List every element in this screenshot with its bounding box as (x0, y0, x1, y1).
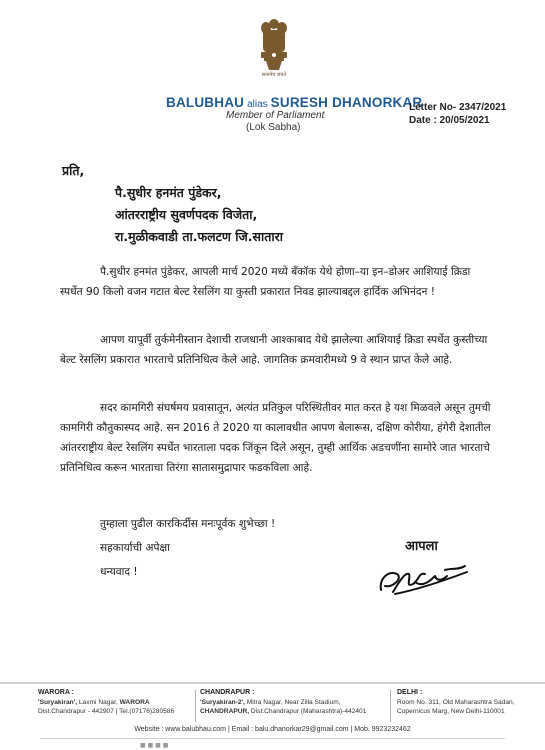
footer-divider (0, 682, 545, 684)
footer-delhi-line2: Copernicus Marg, New Delhi-110001 (397, 708, 505, 715)
body-paragraph-3: सदर कामगिरी संघर्षमय प्रवासातून, अत्यंत प्रतिकुल परिस्थितीवर मात करत हे यश मिळवले असून तुमची कामगिरी कौतुकास्पद आहे. सन 2016 ते 2020 या कालावधीत आपण बेलारूस, दक्षिण कोरीया, हंगेरी देशातील आंतरराष्ट्रीय बेल्ट रेसलिंग स्पर्धेत भारताला पदक जिंकून दिले असून, तुम्ही आर्थिक अडचणींना सामोरे जात भारताचे प्रतिनिधित्व करून भारताचा तिरंगा सातासमुद्रापार फडकविला आहे. (60, 402, 491, 474)
closing-aapla: आपला (405, 539, 438, 554)
footer-bottom-divider (40, 738, 505, 739)
footer-delhi-title: DELHI : (397, 689, 423, 696)
footer-delhi-line1: Room No. 311, Old Maharashtra Sadan, (397, 698, 515, 706)
mp-name (166, 92, 422, 111)
footer-delhi (397, 688, 515, 717)
footer-chandrapur-line2: CHANDRAPUR, Dist.Chandrapur (Maharashtra)-442401 (200, 708, 367, 715)
footer-chandrapur-line1: 'Suryakiran-2', Mitra Nagar, Near Zilla Stadium, (200, 698, 341, 706)
recipient-address: रा.मुळीकवाडी ता.फलटण जि.सातारा (115, 229, 283, 244)
name-second: SURESH DHANORKAR (270, 95, 423, 110)
handwritten-signature (375, 552, 475, 600)
footer-separator (195, 690, 196, 722)
instagram-icon: ■ (155, 742, 163, 749)
footer-warora (38, 688, 174, 717)
social-icons (140, 742, 168, 749)
cooperation-line: सहकार्याची अपेक्षा (100, 542, 170, 554)
house-label: (Lok Sabha) (246, 122, 301, 133)
youtube-icon: ■ (162, 742, 169, 749)
twitter-icon: ■ (147, 742, 156, 749)
letter-reference (409, 101, 506, 127)
emblem-motto: सत्यमेव जयते (261, 72, 287, 78)
recipient-name: पै.सुधीर हनमंत पुंडेकर, (115, 185, 222, 200)
name-first: BALUBHAU (166, 95, 245, 110)
letter-number: Letter No- 2347/2021 (409, 102, 507, 113)
footer-warora-line2: Dist.Chandrapur - 442907 | Tel.(07176)280586 (38, 708, 175, 715)
body-paragraph-1: पै.सुधीर हनमंत पुंडेकर, आपली मार्च 2020 मध्ये बॅंकॉक येथे होणा–या इन–डोअर आशियाई क्रिडा स्पर्धेत 90 किलो वजन गटात बेल्ट रेसलिंग या कुस्ती प्रकारात निवड झाल्याबद्दल हार्दिक अभिनंदन ! (60, 266, 471, 298)
alias-word: alias (247, 99, 268, 110)
footer-warora-title: WARORA : (38, 689, 74, 696)
body-paragraph-2: आपण यापूर्वी तुर्कमेनीस्तान देशाची राजधानी आश्काबाद येथे झालेल्या आशियाई क्रिडा स्पर्धेत कुस्तीच्या बेल्ट रेसलिंग प्रकारात भारताचे प्रतिनिधित्व केले आहे. जागतिक क्रमवारीमध्ये 9 वे स्थान प्राप्त केले आहे. (60, 334, 488, 366)
thanks-line: धन्यवाद ! (100, 566, 138, 578)
facebook-icon: ■ (140, 742, 148, 749)
letter-date: Date : 20/05/2021 (409, 115, 490, 126)
salutation-prati: प्रति, (62, 163, 85, 178)
footer-chandrapur-title: CHANDRAPUR : (200, 689, 255, 696)
recipient-title: आंतरराष्ट्रीय सुवर्णपदक विजेता, (115, 207, 258, 222)
footer-separator (390, 690, 391, 722)
footer-contact: Website : www.balubhau.com | Email : balu.dhanorkar29@gmail.com | Mob. 9923232462 (134, 726, 411, 733)
designation: Member of Parliament (226, 110, 325, 121)
wishes-line: तुम्हाला पुढील कारकिर्दीस मनःपूर्वक शुभेच्छा ! (100, 518, 276, 530)
footer-warora-line1: 'Suryakiran', Laxmi Nagar, WARORA (38, 698, 150, 706)
national-emblem-logo (256, 18, 292, 76)
footer-chandrapur (200, 688, 366, 717)
